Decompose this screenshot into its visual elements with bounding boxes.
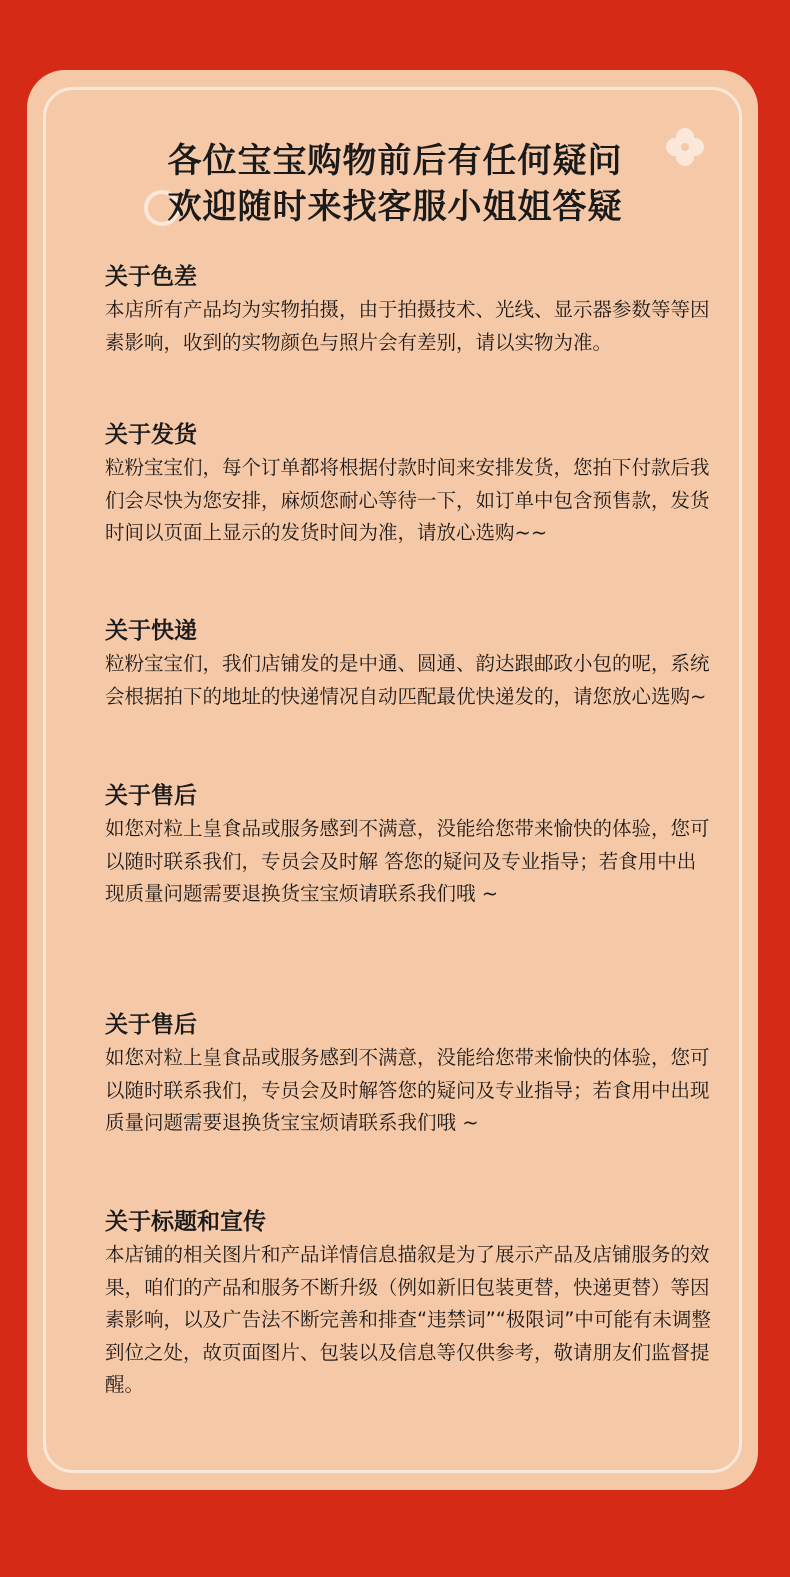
- section-color-difference: [105, 262, 715, 359]
- section-title: 关于色差: [105, 264, 197, 290]
- section-after-sales-2: [105, 1010, 715, 1140]
- section-titles-and-promotion: [105, 1207, 715, 1402]
- header-line-2: 欢迎随时来找客服小姐姐答疑: [167, 187, 623, 227]
- section-body: 本店铺的相关图片和产品详情信息描叙是为了展示产品及店铺服务的效果，咱们的产品和服务不断升级（例如新旧包装更替，快递更替）等因素影响，以及广告法不断完善和排查“违禁词”“极限词”中可能有未调整到位之处，故页面图片、包装以及信息等仅供参考，敬请朋友们监督提醒。: [105, 1243, 711, 1396]
- section-body: 如您对粒上皇食品或服务感到不满意，没能给您带来愉快的体验，您可以随时联系我们，专员会及时解答您的疑问及专业指导；若食用中出现质量问题需要退换货宝宝烦请联系我们哦 ~: [105, 1046, 710, 1134]
- section-title: 关于售后: [105, 1012, 197, 1038]
- section-title: 关于快递: [105, 618, 197, 644]
- section-title: 关于标题和宣传: [105, 1209, 266, 1235]
- section-express: [105, 616, 715, 713]
- section-body: 粒粉宝宝们，我们店铺发的是中通、圆通、韵达跟邮政小包的呢，系统会根据拍下的地址的快递情况自动匹配最优快递发的，请您放心选购~: [105, 652, 710, 708]
- section-shipping: [105, 420, 715, 550]
- section-after-sales: [105, 781, 715, 911]
- header-line-1: 各位宝宝购物前后有任何疑问: [167, 141, 623, 181]
- section-body: 如您对粒上皇食品或服务感到不满意，没能给您带来愉快的体验，您可以随时联系我们，专员会及时解 答您的疑问及专业指导；若食用中出现质量问题需要退换货宝宝烦请联系我们哦 ~: [105, 817, 710, 905]
- section-title: 关于发货: [105, 422, 197, 448]
- section-title: 关于售后: [105, 783, 197, 809]
- section-body: 粒粉宝宝们，每个订单都将根据付款时间来安排发货，您拍下付款后我们会尽快为您安排，麻烦您耐心等待一下，如订单中包含预售款，发货时间以页面上显示的发货时间为准，请放心选购~~: [105, 456, 710, 544]
- section-body: 本店所有产品均为实物拍摄，由于拍摄技术、光线、显示器参数等等因素影响，收到的实物颜色与照片会有差别，请以实物为准。: [105, 298, 710, 354]
